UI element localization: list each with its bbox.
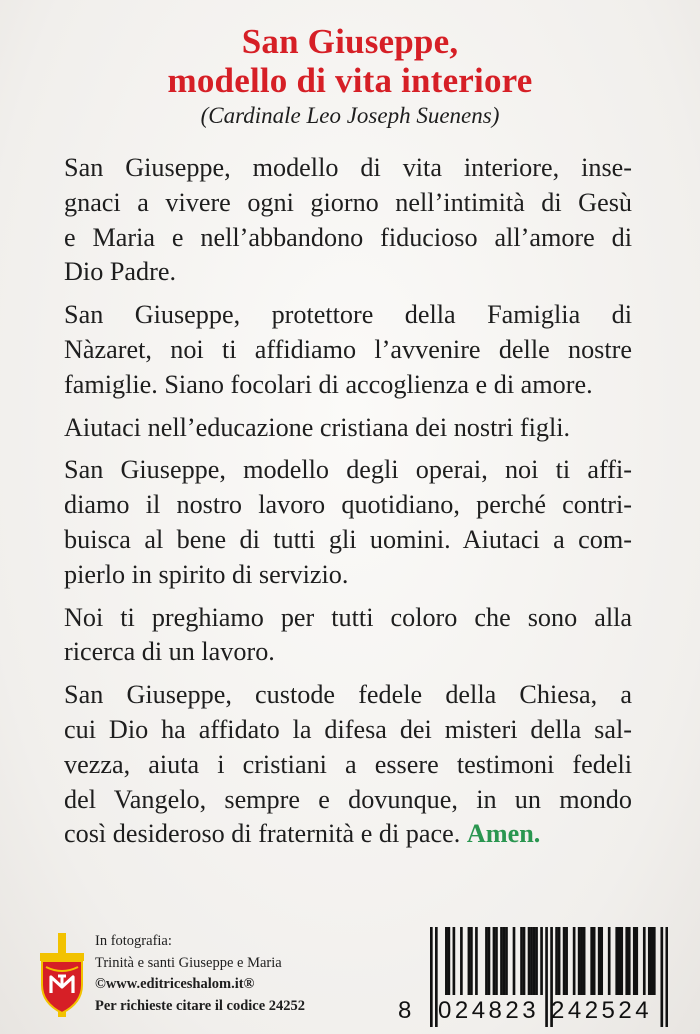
barcode-digits-left: 024823 bbox=[438, 997, 540, 1024]
barcode-bar bbox=[530, 927, 533, 995]
barcode-bar bbox=[475, 927, 478, 995]
text-line: cui Dio ha affidato la difesa dei misteri della sal- bbox=[64, 714, 632, 744]
barcode-bar bbox=[533, 927, 536, 995]
barcode-bar bbox=[633, 927, 636, 995]
barcode-bar bbox=[593, 927, 596, 995]
barcode-bar bbox=[555, 927, 558, 995]
credits bbox=[95, 931, 415, 1017]
barcode-digit-lead: 8 bbox=[398, 997, 412, 1024]
website: ©www.editriceshalom.it® bbox=[95, 976, 255, 992]
barcode-bar bbox=[445, 927, 448, 995]
text-line: San Giuseppe, modello degli operai, noi ti affi- bbox=[64, 455, 632, 485]
shalom-cross-shield-icon bbox=[36, 933, 88, 1017]
paragraph-1 bbox=[64, 151, 632, 290]
barcode-bar bbox=[535, 927, 538, 995]
barcode-bar bbox=[470, 927, 473, 995]
barcode-bar bbox=[615, 927, 618, 995]
paragraph-6 bbox=[64, 678, 632, 852]
text-line: così desideroso di fraternità e di pace. bbox=[64, 819, 461, 849]
barcode-bar bbox=[453, 927, 456, 995]
barcode-bar bbox=[635, 927, 638, 995]
barcode-bar bbox=[448, 927, 451, 995]
barcode-bar bbox=[500, 927, 503, 995]
barcode-bar bbox=[495, 927, 498, 995]
barcode-bar bbox=[608, 927, 611, 995]
barcode-bar bbox=[573, 927, 576, 995]
text-line: Nàzaret, noi ti affidiamo l’avvenire delle nostre bbox=[64, 334, 632, 364]
barcode-bar bbox=[620, 927, 623, 995]
barcode-bar bbox=[600, 927, 603, 995]
barcode-bar bbox=[565, 927, 568, 995]
barcode-bar bbox=[580, 927, 583, 995]
footer bbox=[0, 925, 700, 1034]
barcode-bar bbox=[583, 927, 586, 995]
barcode-bar bbox=[493, 927, 496, 995]
text-line: Aiutaci nell’educazione cristiana dei nostri figli. bbox=[64, 412, 571, 442]
text-line: Noi ti preghiamo per tutti coloro che sono alla bbox=[64, 602, 632, 632]
page-title bbox=[0, 22, 700, 100]
text-line: San Giuseppe, modello di vita interiore, inse- bbox=[64, 153, 632, 182]
text-line: San Giuseppe, custode fedele della Chiesa, a bbox=[64, 680, 632, 710]
barcode-bar bbox=[523, 927, 526, 995]
text-line: del Vangelo, sempre e dovunque, in un mondo bbox=[64, 784, 632, 814]
barcode-bar bbox=[648, 927, 651, 995]
barcode-bar bbox=[485, 927, 488, 995]
barcode-bar bbox=[503, 927, 506, 995]
text-line: vezza, aiuta i cristiani a essere testimoni fedeli bbox=[64, 749, 632, 779]
barcode-bar bbox=[540, 927, 543, 995]
barcode-bar bbox=[528, 927, 531, 995]
barcode-bar bbox=[563, 927, 566, 995]
text-line: pierlo in spirito di servizio. bbox=[64, 559, 349, 589]
barcode-bar bbox=[520, 927, 523, 995]
text-line: famiglie. Siano focolari di accoglienza e di amore. bbox=[64, 369, 593, 399]
barcode-bar bbox=[460, 927, 463, 995]
barcode-bar bbox=[488, 927, 491, 995]
amen: Amen. bbox=[466, 819, 541, 849]
text-line: buisca al bene di tutti gli uomini. Aiutaci a com- bbox=[64, 524, 632, 554]
text-line: gnaci a vivere ogni giorno nell’intimità di Gesù bbox=[64, 187, 632, 217]
text-line: e Maria e nell’abbandono fiducioso all’amore di bbox=[64, 222, 632, 252]
author-attribution: (Cardinale Leo Joseph Suenens) bbox=[200, 103, 500, 128]
order-note: Per richieste citare il codice 24252 bbox=[95, 997, 306, 1014]
paragraph-5 bbox=[64, 601, 632, 671]
barcode-bar bbox=[653, 927, 656, 995]
barcode-bar bbox=[643, 927, 646, 995]
text-line-last bbox=[64, 817, 632, 852]
text-line: diamo il nostro lavoro quotidiano, perché contri- bbox=[64, 490, 632, 520]
text-line: Dio Padre. bbox=[64, 257, 177, 287]
paragraph-2 bbox=[64, 298, 632, 402]
barcode-bar bbox=[650, 927, 653, 995]
title-line-1: San Giuseppe, bbox=[241, 22, 459, 61]
photo-label: In fotografia: bbox=[95, 933, 172, 949]
barcode-bar bbox=[590, 927, 593, 995]
barcode-bar bbox=[513, 927, 516, 995]
barcode-bar bbox=[625, 927, 628, 995]
barcode-bar bbox=[578, 927, 581, 995]
text-line: San Giuseppe, protettore della Famiglia di bbox=[64, 300, 632, 330]
barcode-bar bbox=[598, 927, 601, 995]
barcode-bar bbox=[505, 927, 508, 995]
paragraph-3 bbox=[64, 411, 632, 446]
barcode-bar bbox=[628, 927, 631, 995]
barcode-digits-right: 242524 bbox=[551, 997, 653, 1024]
text-line: ricerca di un lavoro. bbox=[64, 637, 275, 667]
barcode-bar bbox=[618, 927, 621, 995]
barcode-digits bbox=[398, 997, 680, 1027]
title-line-2: modello di vita interiore bbox=[167, 61, 533, 100]
barcode-bar bbox=[468, 927, 471, 995]
photo-subject: Trinità e santi Giuseppe e Maria bbox=[95, 954, 282, 971]
header bbox=[0, 22, 700, 130]
barcode-bar bbox=[558, 927, 561, 995]
prayer-text bbox=[64, 151, 632, 860]
paragraph-4 bbox=[64, 453, 632, 592]
